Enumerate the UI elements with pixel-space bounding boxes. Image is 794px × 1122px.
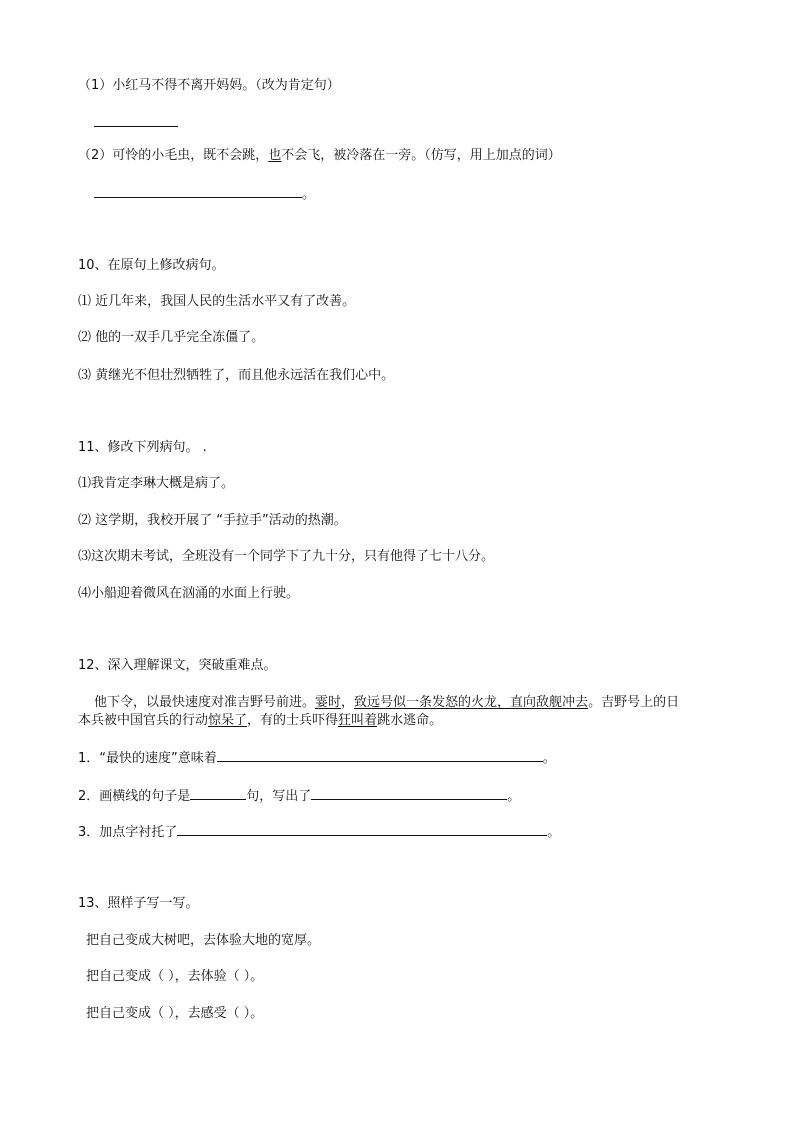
q10-item-1: ⑴ 近几年来，我国人民的生活水平又有了改善。 [78,294,356,309]
q12-question-2 [78,786,520,807]
q12-p2-c: 跳水逃命。 [377,713,443,728]
q10-item-2: ⑵ 他的一双手几乎完全冻僵了。 [78,330,265,345]
q12-title: 12、深入理解课文，突破重难点。 [78,658,277,673]
q12-q2-text-a: 2．画横线的句子是 [78,789,191,804]
q8-answer-line-1[interactable] [94,126,178,127]
q8-s2-part-a: （2）可怜的小毛虫，既不会跳， [78,148,269,163]
q13-example: 把自己变成大树吧，去体验大地的宽厚。 [86,933,321,948]
q12-q3-text: 3．加点字衬托了 [78,825,178,840]
q13-fill-line-2[interactable]: 把自己变成（ ），去感受（ ）。 [86,1006,264,1021]
q12-q2-text-b: 句，写出了 [246,789,312,804]
q8-answer-line-2[interactable] [94,184,302,198]
q12-p2-underline-1: 惊呆了 [208,713,248,728]
q12-q2-answer-line-a[interactable] [190,786,246,800]
q8-s2-part-b: 不会飞，被冷落在一旁。（仿写，用上加点的词） [281,148,561,163]
q12-question-1 [78,748,556,769]
q12-q1-text: 1．“最快的速度”意味着 [78,751,217,766]
q12-q2-answer-line-b[interactable] [311,786,507,800]
q8-s2-dotted-word: 也 [268,148,282,163]
q8-sentence-2 [78,146,561,166]
q12-q2-end: 。 [507,789,521,804]
q8-answer-row-2 [94,184,315,205]
q13-fill-line-1[interactable]: 把自己变成（ ），去体验（ ）。 [86,969,264,984]
q12-q1-answer-line[interactable] [217,748,543,762]
q11-title: 11、修改下列病句。 . [78,440,207,455]
q12-q3-answer-line[interactable] [177,822,547,836]
q8-sentence-1: （1）小红马不得不离开妈妈。（改为肯定句） [78,78,340,93]
q12-p2-b: ，有的士兵吓得 [247,713,339,728]
q11-item-4: ⑷小船迎着微风在汹涌的水面上行驶。 [78,586,300,601]
q10-item-3: ⑶ 黄继光不但壮烈牺牲了，而且他永远活在我们心中。 [78,368,395,383]
q11-item-2: ⑵ 这学期，我校开展了 “手拉手”活动的热潮。 [78,513,347,528]
q12-p-b: ， [341,695,355,710]
q8-answer-end: 。 [302,187,316,202]
q11-item-1: ⑴我肯定李琳大概是病了。 [78,476,235,491]
q12-question-3 [78,822,560,843]
q12-p-underline-2: 致远号似一条发怒的火龙，直向敌舰冲去 [354,695,589,710]
q12-q3-end: 。 [547,825,561,840]
q12-p-c: 。吉野号上的日 [588,695,680,710]
q12-passage-line-2 [78,711,442,731]
q11-item-3: ⑶这次期末考试，全班没有一个同学下了九十分，只有他得了七十八分。 [78,549,495,564]
q12-p-a: 他下令，以最快速度对准吉野号前进。 [94,695,316,710]
q12-p-underline-1: 霎时 [315,695,342,710]
q13-title: 13、照样子写一写。 [78,896,199,911]
q12-p2-a: 本兵被中国官兵的行动 [78,713,209,728]
q12-p2-underline-2: 狂叫着 [338,713,378,728]
q12-passage-line-1 [94,693,679,713]
q12-q1-end: 。 [542,751,556,766]
q10-title: 10、在原句上修改病句。 [78,258,225,273]
